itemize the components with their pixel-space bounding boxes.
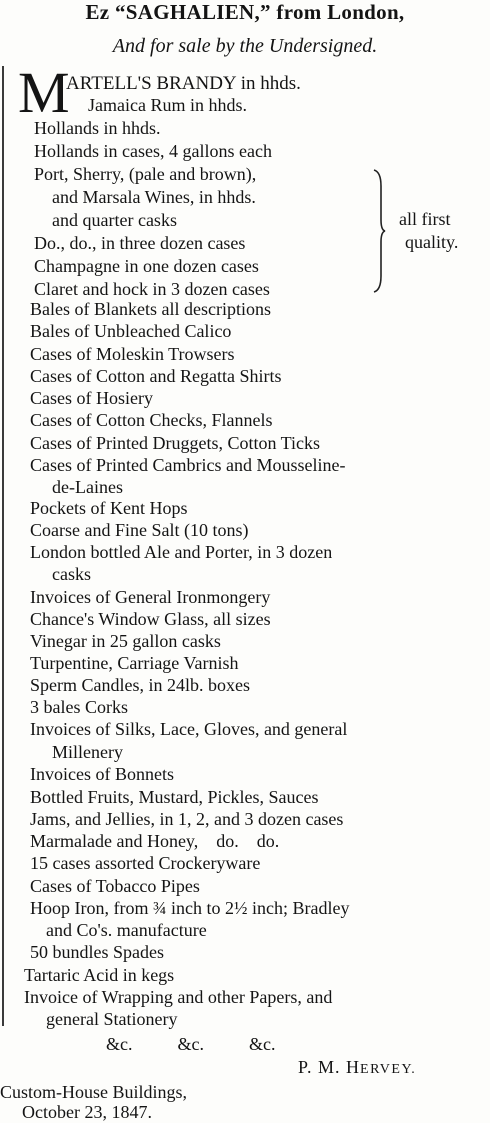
- goods-item: Invoice of Wrapping and other Papers, and: [24, 987, 333, 1007]
- first-item: ARTELL'S BRANDY in hhds.: [66, 73, 301, 94]
- goods-item: 50 bundles Spades: [30, 942, 164, 962]
- goods-item: Do., do., in three dozen cases: [34, 233, 246, 253]
- quality-brace: [372, 168, 386, 294]
- goods-item: Vinegar in 25 gallon casks: [30, 631, 221, 651]
- goods-item: Cases of Cotton Checks, Flannels: [30, 410, 273, 430]
- goods-item: 3 bales Corks: [30, 697, 128, 717]
- goods-item: and quarter casks: [52, 210, 177, 230]
- goods-item: Bales of Blankets all descriptions: [30, 299, 271, 319]
- goods-item: Cases of Tobacco Pipes: [30, 876, 200, 896]
- goods-item: 15 cases assorted Crockeryware: [30, 853, 261, 873]
- goods-item: Millenery: [52, 742, 123, 762]
- goods-item: Cases of Cotton and Regatta Shirts: [30, 366, 282, 386]
- goods-item: Cases of Printed Cambrics and Mousseline-: [30, 455, 346, 475]
- goods-item: Cases of Moleskin Trowsers: [30, 344, 235, 364]
- brace-note-line1: all first: [399, 209, 451, 229]
- goods-item: and Co's. manufacture: [46, 920, 207, 940]
- goods-item: Cases of Hosiery: [30, 388, 153, 408]
- goods-item: Chance's Window Glass, all sizes: [30, 609, 271, 629]
- goods-item: Invoices of General Ironmongery: [30, 587, 271, 607]
- advert-subtitle: And for sale by the Undersigned.: [112, 35, 378, 57]
- signature: [298, 1057, 416, 1078]
- goods-item: Bales of Unbleached Calico: [30, 321, 232, 341]
- goods-item: Hollands in hhds.: [34, 118, 161, 138]
- goods-item: Jams, and Jellies, in 1, 2, and 3 dozen cases: [30, 809, 344, 829]
- goods-item: Hoop Iron, from ¾ inch to 2½ inch; Bradley: [30, 898, 350, 918]
- goods-item: de-Laines: [52, 477, 123, 497]
- goods-item: casks: [52, 564, 91, 584]
- signature-surname: ERVEY.: [360, 1062, 417, 1077]
- left-column-rule: [2, 66, 4, 1026]
- goods-item: general Stationery: [46, 1009, 178, 1029]
- goods-item: Champagne in one dozen cases: [34, 256, 259, 276]
- advert-title: Ez “SAGHALIEN,” from London,: [85, 0, 405, 24]
- goods-item: Hollands in cases, 4 gallons each: [34, 141, 272, 161]
- goods-item: Coarse and Fine Salt (10 tons): [30, 520, 249, 540]
- goods-item: London bottled Ale and Porter, in 3 dozen: [30, 542, 333, 562]
- goods-item: Bottled Fruits, Mustard, Pickles, Sauces: [30, 787, 319, 807]
- footer-address: Custom-House Buildings,: [0, 1082, 188, 1102]
- goods-item: and Marsala Wines, in hhds.: [52, 187, 256, 207]
- goods-item: Pockets of Kent Hops: [30, 498, 188, 518]
- goods-item: Claret and hock in 3 dozen cases: [34, 279, 270, 299]
- goods-item: Invoices of Silks, Lace, Gloves, and general: [30, 719, 348, 739]
- goods-item: Sperm Candles, in 24lb. boxes: [30, 675, 250, 695]
- goods-item: Jamaica Rum in hhds.: [88, 95, 247, 115]
- goods-item: &c. &c. &c.: [106, 1034, 276, 1054]
- goods-item: Invoices of Bonnets: [30, 764, 174, 784]
- goods-item: Marmalade and Honey, do. do.: [30, 831, 280, 851]
- goods-item: Turpentine, Carriage Varnish: [30, 653, 239, 673]
- goods-item: Port, Sherry, (pale and brown),: [34, 164, 257, 184]
- signature-initials: P. M. H: [298, 1057, 361, 1077]
- drop-cap: M: [18, 60, 70, 125]
- footer-date: October 23, 1847.: [22, 1102, 152, 1122]
- goods-item: Cases of Printed Druggets, Cotton Ticks: [30, 433, 321, 453]
- brace-note-line2: quality.: [405, 232, 459, 252]
- goods-item: Tartaric Acid in kegs: [24, 965, 175, 985]
